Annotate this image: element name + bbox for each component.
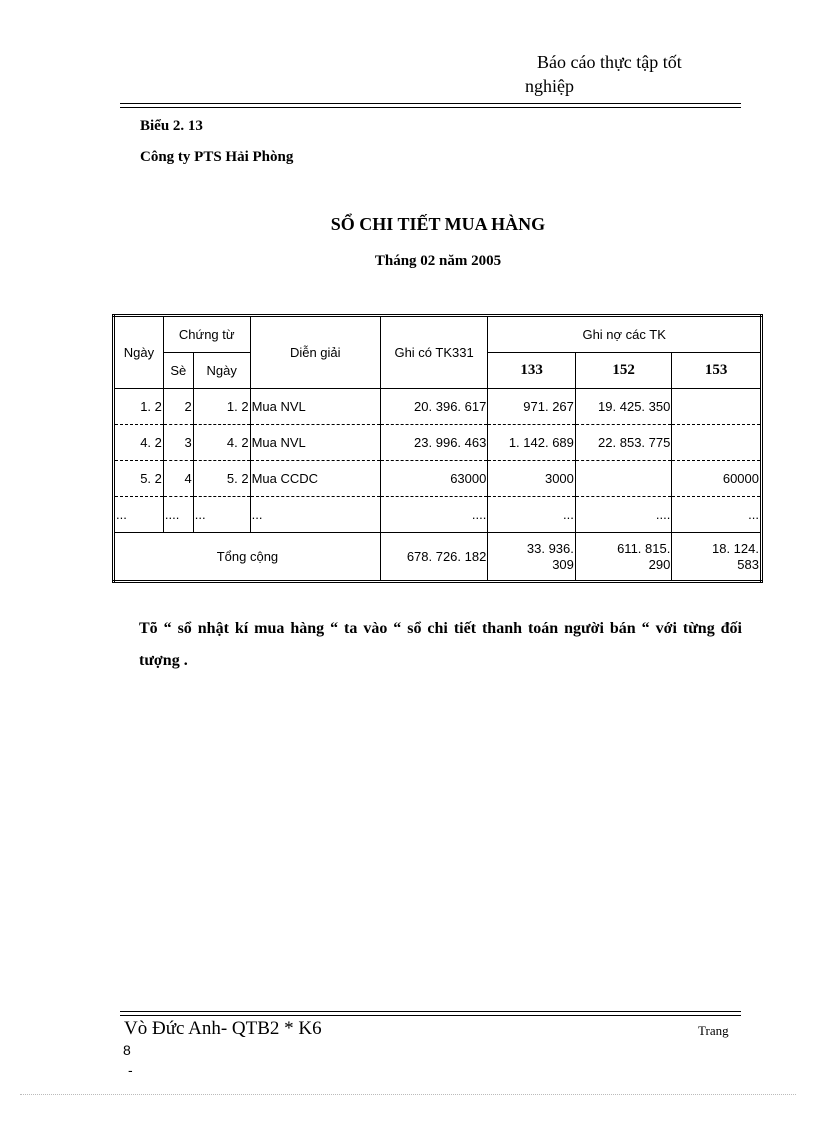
cell-tk152: .... (575, 497, 671, 533)
cell-ngay-ct: 1. 2 (193, 389, 250, 425)
table-row (114, 461, 762, 497)
page-number: 8 (123, 1042, 131, 1058)
total-tk153 (672, 533, 762, 582)
col-header-so: Sè (163, 353, 193, 389)
cell-dien-giai: ... (250, 497, 380, 533)
cell-tk133: 3000 (488, 461, 576, 497)
document-subtitle: Tháng 02 năm 2005 (374, 253, 502, 269)
cell-ghi-co: .... (380, 497, 487, 533)
cell-tk133: ... (488, 497, 576, 533)
total-tk133 (488, 533, 576, 582)
figure-label: Biểu 2. 13 (140, 118, 203, 134)
col-header-ngay: Ngày (114, 316, 164, 389)
cell-tk133: 1. 142. 689 (488, 425, 576, 461)
cell-so: .... (163, 497, 193, 533)
table-row (114, 389, 762, 425)
cell-ghi-co: 63000 (380, 461, 487, 497)
cell-dien-giai: Mua NVL (250, 389, 380, 425)
col-header-133: 133 (488, 353, 576, 389)
cell-ngay: 1. 2 (114, 389, 164, 425)
col-header-153: 153 (672, 353, 762, 389)
footer-rule-double (120, 1015, 741, 1016)
cell-ghi-co: 23. 996. 463 (380, 425, 487, 461)
cell-ngay-ct: 5. 2 (193, 461, 250, 497)
total-tk152-line1: 611. 815. (617, 540, 671, 556)
cell-so: 4 (163, 461, 193, 497)
cell-tk153 (672, 425, 762, 461)
header-rule-double (120, 107, 741, 108)
cell-ngay: ... (114, 497, 164, 533)
col-header-ghi-co: Ghi có TK331 (380, 316, 487, 389)
document-title: SỔ CHI TIẾT MUA HÀNG (330, 214, 546, 234)
body-paragraph: Tõ “ sổ nhật kí mua hàng “ ta vào “ sổ chi tiết thanh toán người bán “ với từng đối tượng . (139, 620, 742, 669)
report-header-title: Báo cáo thực tập tốt nghiệp (525, 52, 682, 96)
cell-tk152: 19. 425. 350 (575, 389, 671, 425)
cell-tk153: ... (672, 497, 762, 533)
total-ghi-co: 678. 726. 182 (380, 533, 487, 582)
col-header-ngay-ct: Ngày (193, 353, 250, 389)
page-bottom-border (20, 1094, 796, 1095)
cell-so: 2 (163, 389, 193, 425)
total-tk153-line2: 583 (737, 556, 759, 572)
cell-ngay: 4. 2 (114, 425, 164, 461)
col-header-chung-tu: Chứng từ (163, 316, 250, 353)
total-tk133-line1: 33. 936. (526, 540, 574, 556)
cell-tk152: 22. 853. 775 (575, 425, 671, 461)
total-tk152 (575, 533, 671, 582)
col-header-dien-giai: Diễn giải (250, 316, 380, 389)
cell-ghi-co: 20. 396. 617 (380, 389, 487, 425)
cell-tk152 (575, 461, 671, 497)
cell-ngay-ct: 4. 2 (193, 425, 250, 461)
col-header-ghi-no: Ghi nợ các TK (488, 316, 762, 353)
total-row (114, 533, 762, 582)
cell-dien-giai: Mua CCDC (250, 461, 380, 497)
company-name: Công ty PTS Hải Phòng (140, 149, 294, 165)
purchase-ledger-table (112, 314, 763, 583)
table-row (114, 497, 762, 533)
total-tk133-line2: 309 (552, 556, 574, 572)
footer-rule (120, 1011, 741, 1012)
cell-ngay-ct: ... (193, 497, 250, 533)
cell-dien-giai: Mua NVL (250, 425, 380, 461)
cell-ngay: 5. 2 (114, 461, 164, 497)
footer-trang-label: Trang (698, 1023, 729, 1038)
total-tk153-line1: 18. 124. (712, 540, 759, 556)
cell-tk133: 971. 267 (488, 389, 576, 425)
cell-tk153: 60000 (672, 461, 762, 497)
footer-dash: - (128, 1062, 133, 1078)
col-header-152: 152 (575, 353, 671, 389)
cell-tk153 (672, 389, 762, 425)
header-rule (120, 103, 741, 104)
header-row-1 (114, 316, 762, 353)
footer-author: Vò Đức Anh- QTB2 * K6 (124, 1018, 322, 1039)
total-label: Tổng cộng (114, 533, 381, 582)
total-tk152-line2: 290 (648, 556, 671, 572)
cell-so: 3 (163, 425, 193, 461)
table-row (114, 425, 762, 461)
